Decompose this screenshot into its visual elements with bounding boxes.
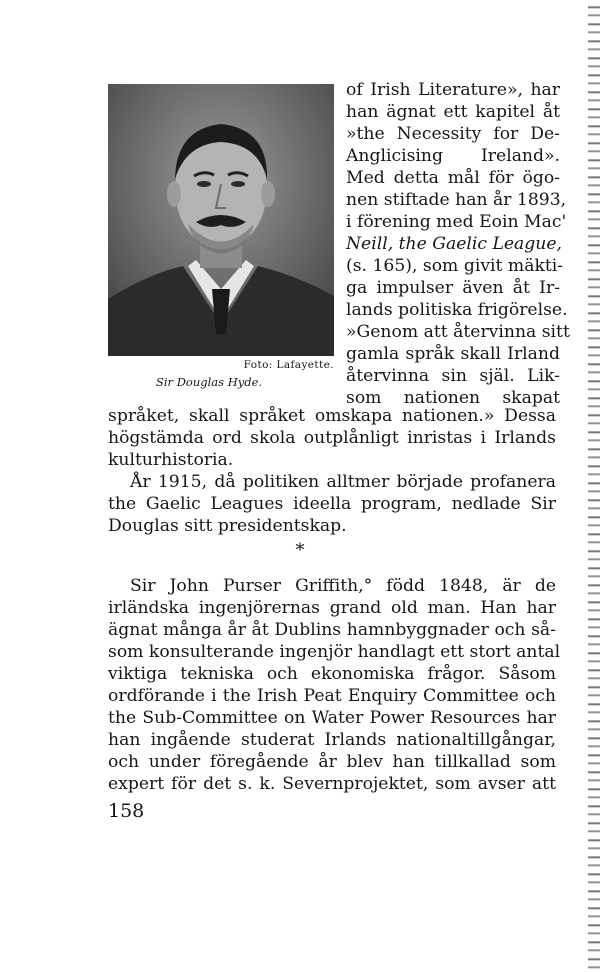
text-line: som nationen skapat — [346, 388, 560, 408]
text-line: nen stiftade han år 1893, — [346, 190, 567, 210]
text-line: som konsulterande ingenjör handlagt ett stort antal — [108, 642, 561, 662]
text-line: kulturhistoria. — [108, 450, 234, 470]
page-edge-shadow — [588, 0, 600, 972]
text-line: gamla språk skall Irland — [346, 344, 560, 364]
text-line: År 1915, då politiken alltmer började profanera — [130, 472, 556, 492]
text-line: »the Necessity for De- — [346, 124, 560, 144]
text-line: i förening med Eoin Mac' — [346, 212, 567, 232]
text-line: ägnat många år åt Dublins hamnbyggnader och så- — [108, 620, 556, 640]
text-line: Sir John Purser Griffith,° född 1848, är de — [130, 576, 556, 596]
text-line: viktiga tekniska och ekonomiska frågor. Såsom — [108, 664, 556, 684]
portrait-illustration — [108, 84, 334, 356]
text-line: han ägnat ett kapitel åt — [346, 102, 560, 122]
text-line: the Sub-Committee on Water Power Resources har — [108, 708, 556, 728]
text-line: of Irish Literature», har — [346, 80, 560, 100]
photo-caption: Sir Douglas Hyde. — [156, 375, 263, 389]
text-line: Anglicising Ireland». — [346, 146, 560, 166]
text-line: (s. 165), som givit mäkti- — [346, 256, 564, 276]
text-line: språket, skall språket omskapa nationen.» Dessa — [108, 406, 556, 426]
text-line: högstämda ord skola outplånligt inristas i Irlands — [108, 428, 556, 448]
text-line: Neill, the Gaelic League, — [346, 234, 563, 254]
text-line: Med detta mål för ögo- — [346, 168, 560, 188]
text-line: och under föregående år blev han tillkallad som — [108, 752, 556, 772]
text-line: expert för det s. k. Severnprojektet, som avser att — [108, 774, 556, 794]
text-line: ordförande i the Irish Peat Enquiry Committee och — [108, 686, 556, 706]
section-separator: * — [295, 540, 305, 561]
page-number: 158 — [108, 800, 145, 822]
photo-credit: Foto: Lafayette. — [243, 359, 334, 371]
text-line: »Genom att återvinna sitt — [346, 322, 570, 342]
portrait-figure — [108, 84, 334, 389]
text-line: han ingående studerat Irlands nationaltillgångar, — [108, 730, 556, 750]
text-line: ga impulser även åt Ir- — [346, 278, 560, 298]
portrait-photo — [108, 84, 334, 356]
text-line: the Gaelic Leagues ideella program, nedlade Sir — [108, 494, 556, 514]
text-line: lands politiska frigörelse. — [346, 300, 568, 320]
text-line: återvinna sin själ. Lik- — [346, 366, 560, 386]
text-line: Douglas sitt presidentskap. — [108, 516, 347, 536]
text-line: irländska ingenjörernas grand old man. Han har — [108, 598, 556, 618]
